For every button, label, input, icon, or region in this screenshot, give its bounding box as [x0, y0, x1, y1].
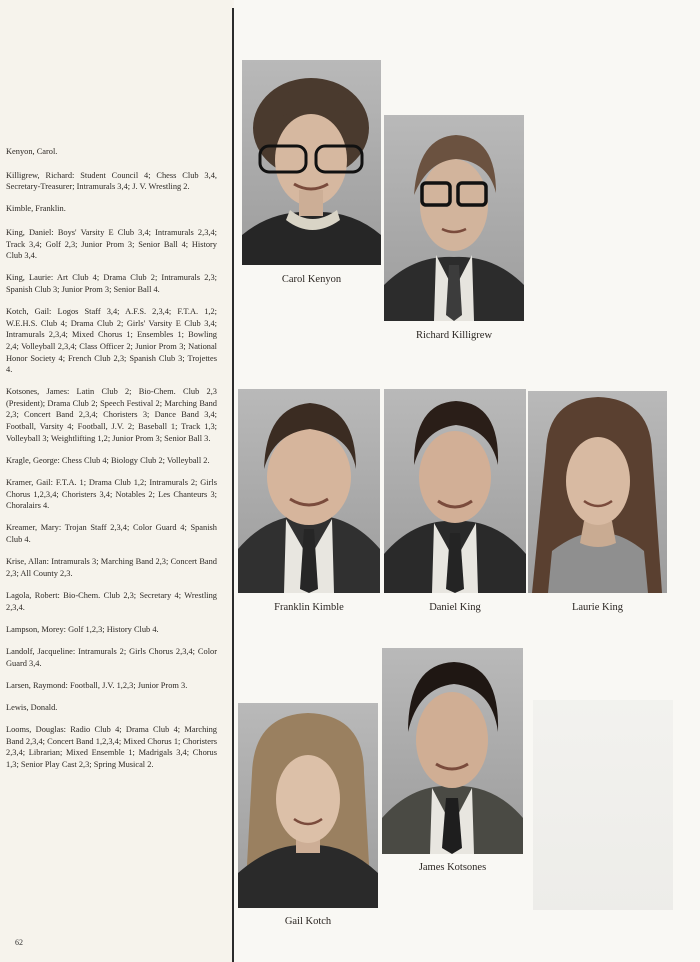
entry-kreamer-mary: Kreamer, Mary: Trojan Staff 2,3,4; Color Guard 4; Spanish Club 4.	[6, 523, 217, 544]
entry-kimble-franklin: Kimble, Franklin.	[6, 204, 66, 214]
caption-richard-killigrew: Richard Killigrew	[415, 330, 493, 341]
portrait-gail-kotch	[238, 703, 378, 908]
entry-kotch-gail: Kotch, Gail: Logos Staff 3,4; A.F.S. 2,3,4; F.T.A. 1,2; W.E.H.S. Club 4; Drama Club 2; Girls' Varsity E Club 3,4; Intramurals 2,3,4; Mixed Chorus 1; Ensembles 1; Bowling 2,4; Volleyball 2,3,4; Class Officer 2; Junior Prom 3; National Honor Society 4; French Club 2,3; Spanish Club 3; Trojettes 4.	[6, 307, 217, 375]
entry-larsen-raymond: Larsen, Raymond: Football, J.V. 1,2,3; Junior Prom 3.	[6, 680, 188, 690]
faded-print-area	[533, 700, 673, 910]
portrait-richard-killigrew	[384, 115, 524, 321]
portrait-richard-killigrew-image	[384, 115, 524, 321]
entry-looms-douglas: Looms, Douglas: Radio Club 4; Drama Club 4; Marching Band 2,3,4; Concert Band 1,2,3,4; Mixed Chorus 1; Choristers 2,3,4; Librarian; Mixed Ensemble 1; Madrigals 3,4; Chorus 1,3; Senior Play Cast 2,3; Spring Musical 2.	[6, 725, 217, 769]
portrait-carol-kenyon-image	[242, 60, 381, 265]
entry-landolf-jacqueline: Landolf, Jacqueline: Intramurals 2; Girls Chorus 2,3,4; Color Guard 3,4.	[6, 646, 217, 668]
entry-kotsones-james: Kotsones, James: Latin Club 2; Bio-Chem. Club 2,3 (President); Drama Club 2; Speech Festival 2; Marching Band 2,3; Concert Band 2,3,4; Choristers 3; Dance Band 3,4; Football, Varsity 4; Football, J.V. 2; Baseball 1; Track 1,3; Volleyball 3; Weightlifting 1,2; Junior Prom 3; Senior Ball 3.	[6, 387, 217, 443]
portrait-franklin-kimble	[238, 389, 380, 593]
caption-carol-kenyon: Carol Kenyon	[281, 274, 342, 285]
entry-lewis-donald: Lewis, Donald.	[6, 702, 58, 712]
caption-james-kotsones: James Kotsones	[418, 862, 487, 873]
entry-king-daniel: King, Daniel: Boys' Varsity E Club 3,4; Intramurals 2,3,4; Track 3,4; Golf 2,3; Junior Prom 3; Senior Ball 4; History Club 3,4.	[6, 227, 217, 261]
entry-kenyon-carol: Kenyon, Carol.	[6, 147, 58, 156]
caption-franklin-kimble: Franklin Kimble	[274, 602, 344, 613]
entry-kragle-george: Kragle, George: Chess Club 4; Biology Club 2; Volleyball 2.	[6, 455, 210, 465]
entry-krise-allan: Krise, Allan: Intramurals 3; Marching Band 2,3; Concert Band 2,3; All County 2,3.	[6, 557, 217, 578]
portrait-laurie-king-image	[528, 391, 667, 593]
entry-lagola-robert: Lagola, Robert: Bio-Chem. Club 2,3; Secretary 4; Wrestling 2,3,4.	[6, 590, 217, 612]
entry-kramer-gail: Kramer, Gail: F.T.A. 1; Drama Club 1,2; Intramurals 2; Girls Chorus 1,2,3,4; Choristers 3,4; Notables 2; Les Chanteurs 3; Choralairs 4.	[6, 478, 217, 511]
caption-daniel-king: Daniel King	[429, 602, 481, 613]
senior-activity-list	[6, 146, 217, 781]
caption-gail-kotch: Gail Kotch	[284, 916, 332, 927]
portrait-gail-kotch-image	[238, 703, 378, 908]
entry-killigrew-richard: Killigrew, Richard: Student Council 4; Chess Club 3,4, Secretary-Treasurer; Intramurals 3,4; J. V. Wrestling 2.	[6, 170, 217, 192]
page-number: 62	[15, 938, 23, 947]
entry-lampson-morey: Lampson, Morey: Golf 1,2,3; History Club 4.	[6, 624, 159, 634]
portrait-daniel-king-image	[384, 389, 526, 593]
caption-laurie-king: Laurie King	[571, 602, 624, 613]
left-page	[0, 0, 232, 962]
portrait-daniel-king	[384, 389, 526, 593]
entry-king-laurie: King, Laurie: Art Club 4; Drama Club 2; Intramurals 2,3; Spanish Club 3; Junior Prom 3; Senior Ball 4.	[6, 273, 217, 294]
portrait-james-kotsones-image	[382, 648, 523, 854]
portrait-carol-kenyon	[242, 60, 381, 265]
portrait-franklin-kimble-image	[238, 389, 380, 593]
portrait-laurie-king	[528, 391, 667, 593]
portrait-james-kotsones	[382, 648, 523, 854]
